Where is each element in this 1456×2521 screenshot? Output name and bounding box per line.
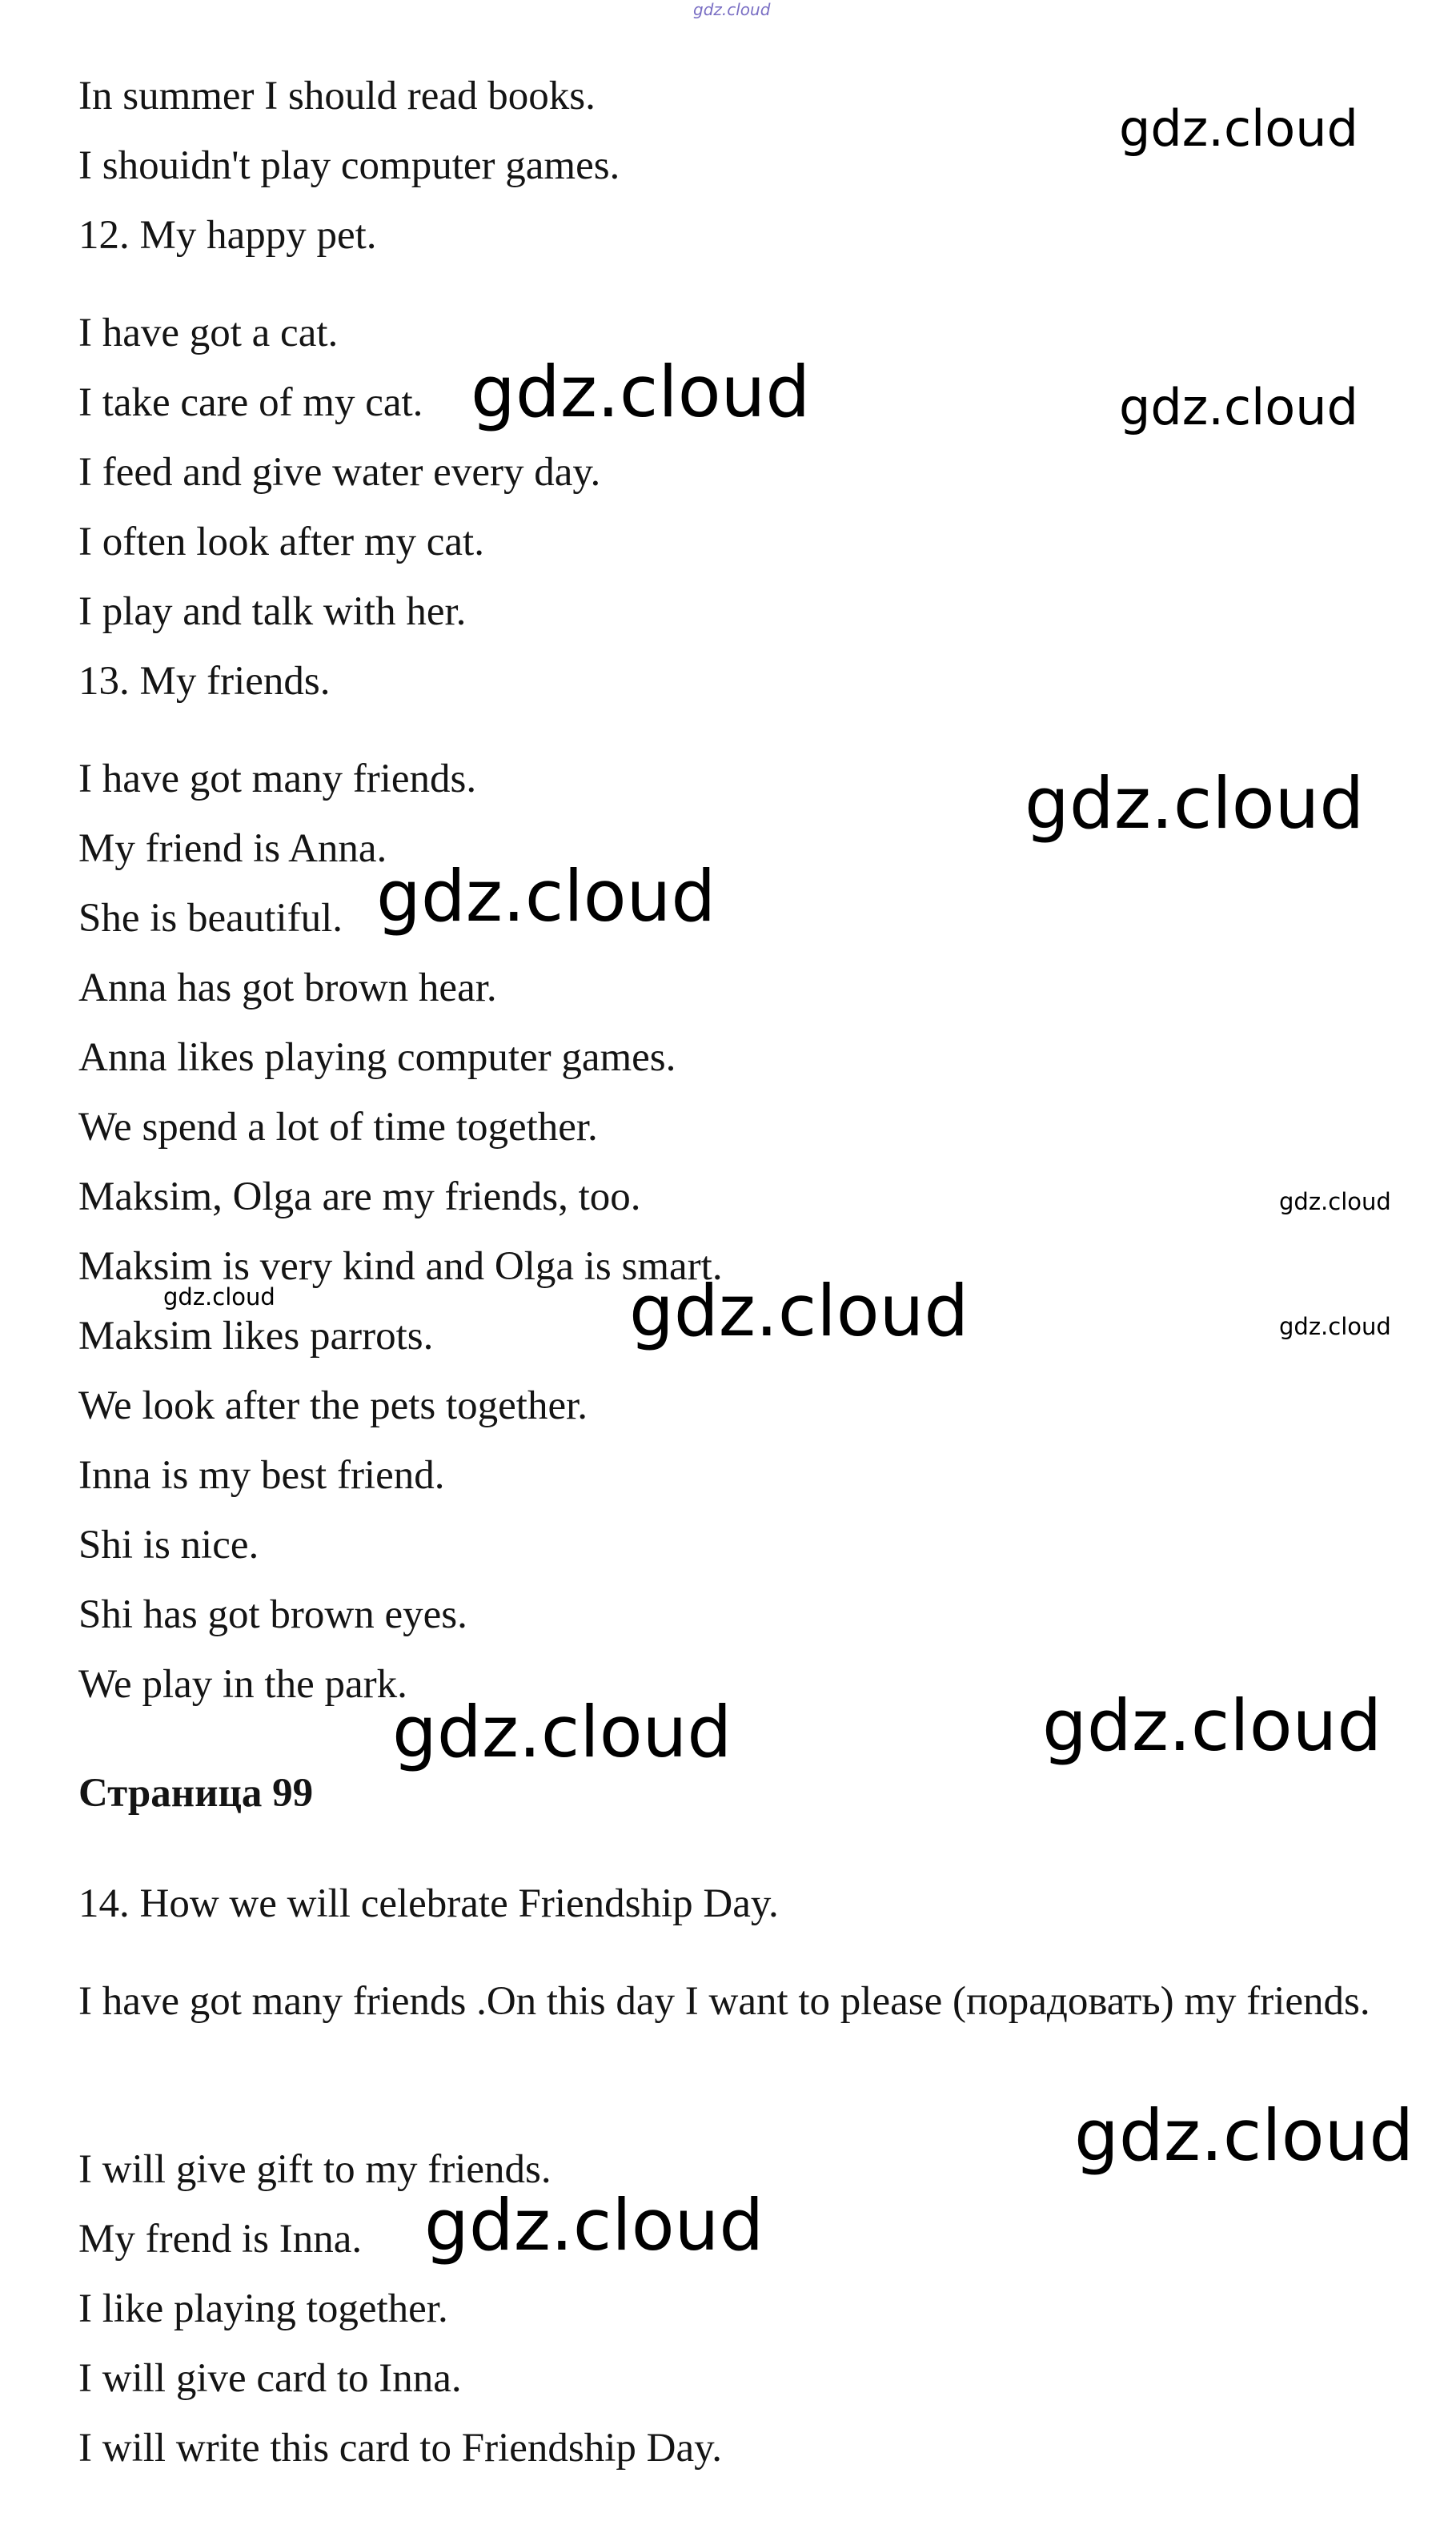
text-line: We spend a lot of time together. [78, 1105, 598, 1150]
text-line: Anna likes playing computer games. [78, 1035, 676, 1080]
text-line: I will give card to Inna. [78, 2356, 462, 2401]
watermark: gdz.cloud [1074, 2094, 1414, 2177]
text-line: My frend is Inna. [78, 2217, 363, 2262]
section-heading: 12. My happy pet. [78, 213, 377, 258]
text-line: I will write this card to Friendship Day. [78, 2426, 723, 2471]
text-line: She is beautiful. [78, 896, 343, 941]
watermark-top: gdz.cloud [693, 0, 771, 19]
watermark: gdz.cloud [629, 1270, 969, 1352]
watermark: gdz.cloud [1042, 1684, 1382, 1767]
watermark: gdz.cloud [163, 1283, 275, 1311]
paragraph: I have got many friends .On this day I want to please (порадовать) my friends. [78, 1979, 1370, 2024]
text-line: Maksim is very kind and Olga is smart. [78, 1244, 723, 1289]
section-heading: 14. How we will celebrate Friendship Day. [78, 1881, 779, 1926]
text-line: I have got a cat. [78, 311, 339, 355]
text-line: Maksim, Olga are my friends, too. [78, 1174, 641, 1219]
text-line: Maksim likes parrots. [78, 1314, 434, 1359]
text-line: I feed and give water every day. [78, 450, 601, 495]
text-line: In summer I should read books. [78, 74, 596, 118]
text-line: We play in the park. [78, 1662, 407, 1707]
text-line: I will give gift to my friends. [78, 2147, 552, 2192]
text-line: I have got many friends. [78, 757, 477, 801]
section-heading: 13. My friends. [78, 659, 331, 704]
text-line: I play and talk with her. [78, 589, 467, 634]
text-line: My friend is Anna. [78, 826, 387, 871]
watermark: gdz.cloud [1279, 1313, 1391, 1340]
text-line: I take care of my cat. [78, 380, 423, 425]
watermark: gdz.cloud [1025, 762, 1365, 845]
watermark: gdz.cloud [392, 1691, 732, 1773]
watermark: gdz.cloud [1119, 99, 1358, 158]
text-line: I shouidn't play computer games. [78, 143, 620, 188]
watermark: gdz.cloud [424, 2184, 764, 2266]
watermark: gdz.cloud [1119, 378, 1358, 436]
text-line: Inna is my best friend. [78, 1453, 445, 1498]
text-line: We look after the pets together. [78, 1383, 588, 1428]
text-line: Shi has got brown eyes. [78, 1592, 467, 1637]
text-line: I like playing together. [78, 2286, 448, 2331]
text-line: Shi is nice. [78, 1523, 259, 1568]
watermark: gdz.cloud [1279, 1188, 1391, 1215]
page-heading: Страница 99 [78, 1771, 314, 1816]
watermark: gdz.cloud [376, 855, 716, 937]
text-line: Anna has got brown hear. [78, 965, 497, 1010]
text-line: I often look after my cat. [78, 520, 484, 564]
watermark: gdz.cloud [471, 351, 811, 433]
